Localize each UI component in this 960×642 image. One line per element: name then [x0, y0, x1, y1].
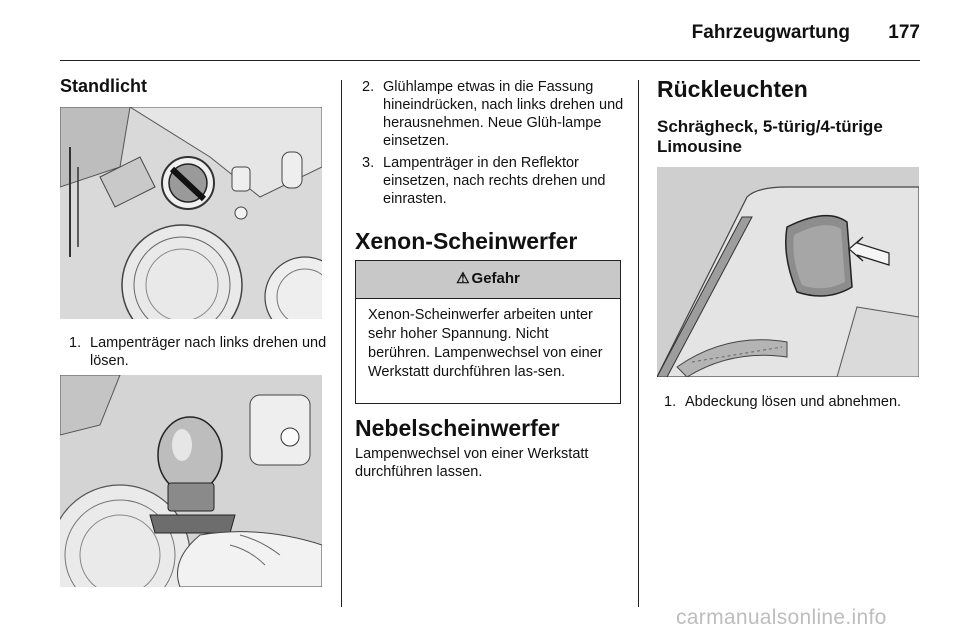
warning-text: Xenon-Scheinwerfer arbeiten unter sehr hoher Spannung. Nicht berühren. Lampenwechsel von einer Werkstatt durchführen las-sen. [368, 307, 603, 380]
heading-standlicht: Standlicht [60, 76, 148, 96]
step-text: Glühlampe etwas in die Fassung hineindrücken, nach links drehen und herausnehmen. Neue Glüh-lampe einsetzen. [383, 79, 624, 149]
watermark: carmanualsonline.info [676, 606, 887, 629]
step-text: Abdeckung lösen und abnehmen. [685, 394, 902, 410]
illustration-lamp-holder [60, 107, 322, 319]
fog-text: Lampenwechsel von einer Werkstatt durchführen lassen. [355, 446, 589, 480]
warning-header [356, 261, 620, 299]
section-title: Fahrzeugwartung [691, 22, 850, 43]
step-number: 1. [69, 335, 82, 351]
step-1-left [69, 334, 327, 374]
step-number: 3. [362, 155, 375, 171]
step-1-right [664, 393, 926, 413]
subheading-body-type: Schrägheck, 5-türig/4-türige Limousine [657, 117, 883, 156]
header-rule [60, 60, 920, 61]
warning-box [355, 260, 621, 404]
heading-rueckleuchten: Rückleuchten [657, 76, 808, 102]
heading-xenon: Xenon-Scheinwerfer [355, 228, 578, 254]
page-number: 177 [888, 22, 920, 43]
step-3 [362, 154, 624, 210]
step-2 [362, 78, 624, 152]
step-number: 2. [362, 79, 375, 95]
illustration-tail-light-cover [657, 167, 919, 377]
column-divider-left [341, 80, 342, 607]
column-divider-right [638, 80, 639, 607]
step-text: Lampenträger nach links drehen und lösen. [90, 335, 327, 369]
illustration-bulb-removal [60, 375, 322, 587]
step-text: Lampenträger in den Reflektor einsetzen, nach rechts drehen und einrasten. [383, 155, 606, 207]
step-number: 1. [664, 394, 677, 410]
heading-nebelscheinwerfer: Nebelscheinwerfer [355, 415, 560, 441]
warning-triangle-icon: ⚠ [456, 270, 470, 287]
warning-title: Gefahr [471, 270, 520, 287]
